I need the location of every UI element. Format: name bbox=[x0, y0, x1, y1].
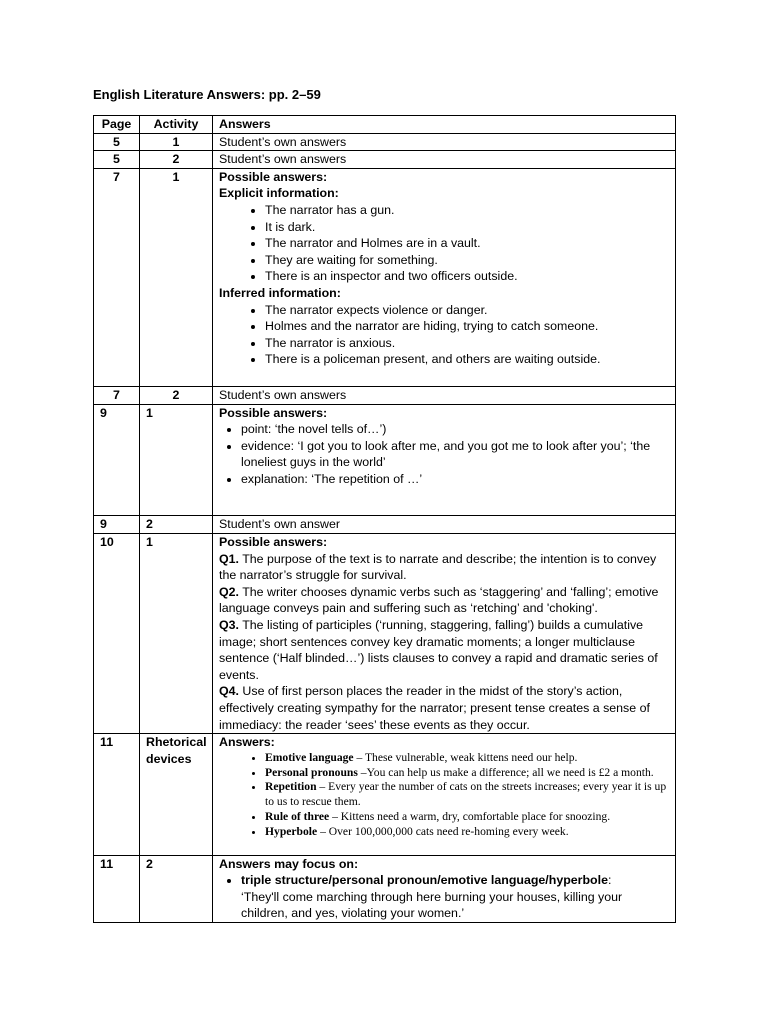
question-number: Q4. bbox=[219, 684, 239, 699]
answer-cell: Student’s own answers bbox=[213, 151, 676, 169]
answers-table bbox=[93, 115, 676, 923]
answer-cell bbox=[213, 404, 676, 516]
inferred-list bbox=[219, 302, 669, 368]
table-row bbox=[94, 168, 676, 386]
separator: – bbox=[317, 824, 329, 838]
device-term: Rule of three bbox=[265, 809, 330, 823]
answer-heading: Answers: bbox=[219, 735, 275, 750]
question-number: Q1. bbox=[219, 551, 239, 566]
table-row bbox=[94, 386, 676, 404]
question-text: The writer chooses dynamic verbs such as ‘staggering’ and ‘falling’; emotive language conveys pain and suffering such as ‘retching’ and 'choking'. bbox=[219, 584, 659, 616]
list-item: • Holmes and the narrator are hiding, trying to catch someone. bbox=[265, 318, 669, 335]
device-term: Emotive language bbox=[265, 750, 354, 764]
list-item bbox=[265, 751, 669, 766]
document-title: English Literature Answers: pp. 2–59 bbox=[93, 87, 321, 102]
activity-cell: 1 bbox=[140, 404, 213, 516]
separator: – bbox=[329, 809, 341, 823]
answer-cell: Student’s own answer bbox=[213, 516, 676, 534]
answer-cell bbox=[213, 168, 676, 386]
device-example: You can help us make a difference; all we need is £2 a month. bbox=[366, 765, 654, 779]
activity-cell: 1 bbox=[140, 133, 213, 151]
page-cell: 10 bbox=[94, 534, 140, 734]
table-row bbox=[94, 734, 676, 855]
device-example: Kittens need a warm, dry, comfortable place for snoozing. bbox=[340, 809, 611, 823]
devices-list bbox=[219, 751, 669, 840]
page-cell: 11 bbox=[94, 734, 140, 855]
separator: : bbox=[607, 873, 612, 888]
question-text: Use of first person places the reader in the midst of the story’s action, effectively creating sympathy for the narrator; present tense creates a sense of immediacy: the reader ‘sees’ these events as they occur. bbox=[219, 684, 650, 732]
list-item: • The narrator has a gun. bbox=[265, 202, 669, 219]
header-activity: Activity bbox=[140, 116, 213, 134]
page-cell: 9 bbox=[94, 404, 140, 516]
list-item: • The narrator expects violence or danger. bbox=[265, 302, 669, 319]
header-answers: Answers bbox=[213, 116, 676, 134]
explicit-list bbox=[219, 202, 669, 285]
table-row bbox=[94, 516, 676, 534]
page-cell: 7 bbox=[94, 168, 140, 386]
header-page: Page bbox=[94, 116, 140, 134]
answer-cell: Student’s own answers bbox=[213, 133, 676, 151]
table-row bbox=[94, 151, 676, 169]
separator: – bbox=[316, 780, 329, 794]
answer-cell bbox=[213, 855, 676, 922]
activity-cell: 2 bbox=[140, 855, 213, 922]
list-item bbox=[241, 872, 669, 922]
device-example: These vulnerable, weak kittens need our help. bbox=[364, 750, 578, 764]
activity-cell: Rhetorical devices bbox=[140, 734, 213, 855]
list-item bbox=[265, 810, 669, 825]
question-number: Q2. bbox=[219, 584, 239, 599]
answer-cell: Student’s own answers bbox=[213, 386, 676, 404]
list-item: • There is a policeman present, and others are waiting outside. bbox=[265, 351, 669, 368]
list-item: • There is an inspector and two officers outside. bbox=[265, 268, 669, 285]
focus-quote: ‘They'll come marching through here burning your houses, killing your children, and yes, violating your women.’ bbox=[241, 889, 623, 921]
question-number: Q3. bbox=[219, 618, 239, 633]
device-term: Repetition bbox=[265, 780, 317, 794]
device-example: Over 100,000,000 cats need re-homing every week. bbox=[328, 824, 569, 838]
question-answer bbox=[219, 584, 669, 617]
list-item bbox=[265, 825, 669, 840]
explicit-label: Explicit information: bbox=[219, 186, 339, 201]
answer-heading: Possible answers: bbox=[219, 405, 328, 420]
device-term: Hyperbole bbox=[265, 824, 318, 838]
question-text: The listing of participles (‘running, staggering, falling’) builds a cumulative image; short sentences convey key dramatic moments; a longer multiclause sentence (‘Half blinded…’) lists clauses to convey a rapid and dramatic series of events. bbox=[219, 618, 658, 682]
list-item bbox=[265, 766, 669, 781]
table-row bbox=[94, 534, 676, 734]
focus-term: triple structure/personal pronoun/emotive language/hyperbole bbox=[241, 873, 608, 888]
focus-list bbox=[219, 872, 669, 922]
page-cell: 5 bbox=[94, 151, 140, 169]
list-item: • point: ‘the novel tells of…’) bbox=[241, 421, 669, 438]
separator: – bbox=[353, 750, 365, 764]
table-header-row bbox=[94, 116, 676, 134]
answer-cell bbox=[213, 734, 676, 855]
list-item: • The narrator and Holmes are in a vault. bbox=[265, 235, 669, 252]
page-cell: 11 bbox=[94, 855, 140, 922]
question-answer bbox=[219, 551, 669, 584]
page-cell: 7 bbox=[94, 386, 140, 404]
device-term: Personal pronouns bbox=[265, 765, 358, 779]
question-text: The purpose of the text is to narrate and describe; the intention is to convey the narrator’s struggle for survival. bbox=[219, 551, 657, 583]
inferred-label: Inferred information: bbox=[219, 285, 341, 300]
page-cell: 5 bbox=[94, 133, 140, 151]
activity-cell: 2 bbox=[140, 151, 213, 169]
activity-cell: 1 bbox=[140, 168, 213, 386]
separator: – bbox=[357, 765, 367, 779]
list-item: • evidence: ‘I got you to look after me, and you got me to look after you’; ‘the loneliest guys in the world’ bbox=[241, 438, 669, 471]
list-item: • explanation: ‘The repetition of …’ bbox=[241, 471, 669, 488]
activity-cell: 2 bbox=[140, 386, 213, 404]
activity-cell: 2 bbox=[140, 516, 213, 534]
answer-heading: Possible answers: bbox=[219, 535, 328, 550]
table-row bbox=[94, 404, 676, 516]
device-example: Every year the number of cats on the streets increases; every year it is up to us to rescue them. bbox=[265, 780, 667, 809]
answer-heading: Possible answers: bbox=[219, 169, 328, 184]
question-answer bbox=[219, 617, 669, 683]
answer-heading: Answers may focus on: bbox=[219, 856, 359, 871]
list-item: • They are waiting for something. bbox=[265, 252, 669, 269]
page-cell: 9 bbox=[94, 516, 140, 534]
table-row bbox=[94, 133, 676, 151]
list-item bbox=[265, 780, 669, 810]
answer-cell bbox=[213, 534, 676, 734]
points-list bbox=[219, 421, 669, 487]
table-row bbox=[94, 855, 676, 922]
list-item: • The narrator is anxious. bbox=[265, 335, 669, 352]
activity-cell: 1 bbox=[140, 534, 213, 734]
list-item: • It is dark. bbox=[265, 219, 669, 236]
question-answer bbox=[219, 683, 669, 733]
